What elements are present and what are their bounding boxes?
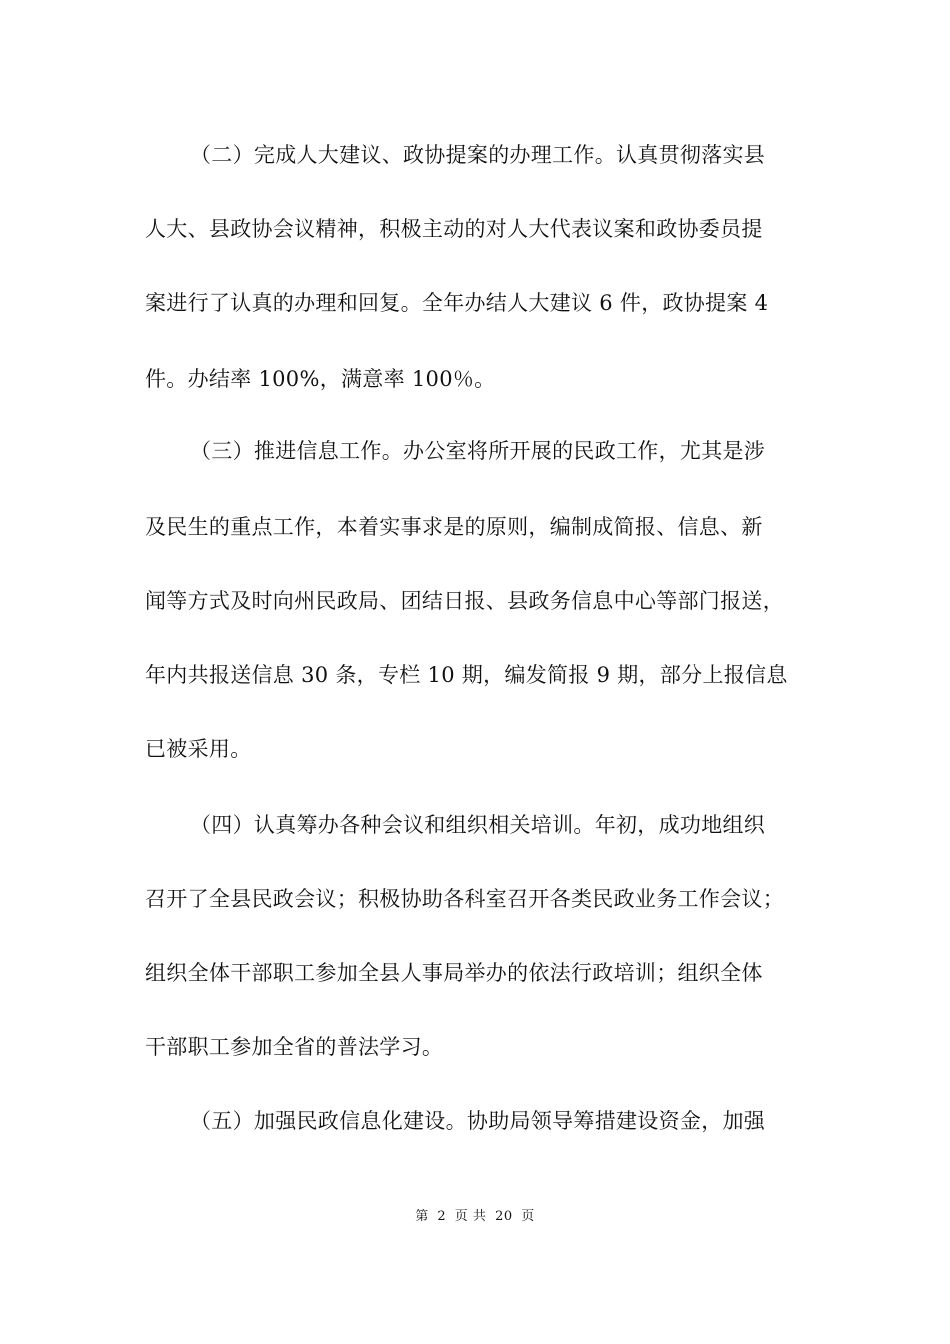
page-footer (0, 1208, 950, 1226)
paragraph-line: 组织全体干部职工参加全县人事局举办的依法行政培训；组织全体 (145, 961, 763, 985)
paragraph-line: 年内共报送信息 30 条，专栏 10 期，编发简报 9 期，部分上报信息 (145, 663, 788, 687)
footer-total-pages: 20 (495, 1209, 513, 1224)
paragraph-line: 案进行了认真的办理和回复。全年办结人大建议 6 件，政协提案 4 (145, 291, 769, 315)
paragraph-line: 已被采用。 (145, 737, 252, 761)
footer-current-page: 2 (437, 1209, 447, 1224)
footer-prefix: 第 (415, 1209, 429, 1224)
paragraph-line: 件。办结率 100%，满意率 100％。 (145, 367, 496, 391)
paragraph-line: （四）认真筹办各种会议和组织相关培训。年初，成功地组织 (190, 813, 766, 837)
paragraph-line: 召开了全县民政会议；积极协助各科室召开各类民政业务工作会议； (145, 887, 784, 911)
paragraph-line: 人大、县政协会议精神，积极主动的对人大代表议案和政协委员提 (145, 217, 763, 241)
paragraph-line: （二）完成人大建议、政协提案的办理工作。认真贯彻落实县 (190, 143, 766, 167)
footer-suffix: 页 (521, 1209, 535, 1224)
footer-middle: 页 共 (454, 1209, 487, 1224)
paragraph-line: （五）加强民政信息化建设。协助局领导筹措建设资金，加强 (190, 1109, 766, 1133)
paragraph-line: 闻等方式及时向州民政局、团结日报、县政务信息中心等部门报送， (145, 589, 784, 613)
paragraph-line: 及民生的重点工作，本着实事求是的原则，编制成简报、信息、新 (145, 515, 763, 539)
paragraph-line: 干部职工参加全省的普法学习。 (145, 1035, 444, 1059)
paragraph-line: （三）推进信息工作。办公室将所开展的民政工作，尤其是涉 (190, 439, 766, 463)
